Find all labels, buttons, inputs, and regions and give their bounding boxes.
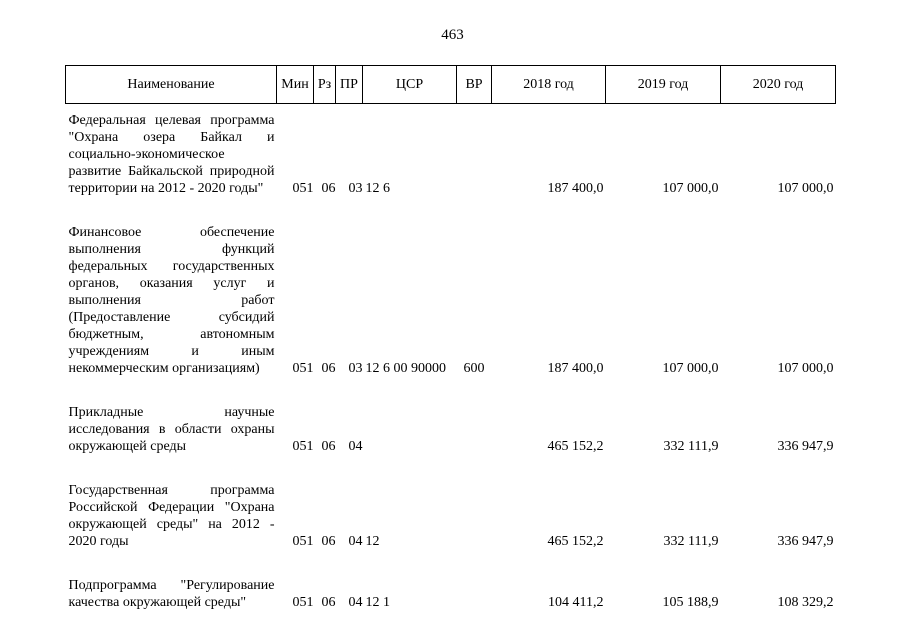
row-min: 051 (292, 534, 314, 549)
row-2018: 104 411,2 (548, 595, 604, 610)
row-2020: 107 000,0 (777, 361, 834, 376)
row-pr: 04 (348, 595, 363, 610)
row-2019: 107 000,0 (662, 361, 719, 376)
header-csr: ЦСР (363, 66, 457, 104)
header-pr: ПР (336, 66, 363, 104)
row-vr (457, 569, 492, 630)
row-vr (457, 104, 492, 217)
row-csr: 12 6 (365, 181, 390, 196)
row-min: 051 (292, 595, 314, 610)
header-2019: 2019 год (606, 66, 721, 104)
row-2020: 108 329,2 (777, 595, 834, 610)
row-2018: 187 400,0 (547, 181, 604, 196)
row-min: 051 (292, 439, 314, 454)
row-rz: 06 (321, 439, 336, 454)
table-row (66, 569, 836, 630)
row-name: Финансовое обеспечение выполнения функций федеральных государственных органов, оказания услуг и выполнения работ (Предоставление субсидий бюджетным, автономным учреждениям и иным некоммерческим организациям) (68, 225, 275, 376)
header-2020: 2020 год (721, 66, 836, 104)
row-2018: 465 152,2 (547, 534, 604, 549)
header-vr: ВР (457, 66, 492, 104)
row-csr: 12 (365, 534, 380, 549)
table-row (66, 104, 836, 217)
row-2020: 336 947,9 (777, 534, 834, 549)
row-rz: 06 (321, 181, 336, 196)
row-csr: 12 1 (365, 595, 390, 610)
row-2020: 107 000,0 (777, 181, 834, 196)
row-name: Государственная программа Российской Федерации "Охрана окружающей среды" на 2012 - 2020 годы (68, 483, 275, 549)
budget-table (65, 65, 836, 630)
row-2019: 107 000,0 (662, 181, 719, 196)
row-vr (457, 396, 492, 474)
row-pr: 03 (348, 361, 363, 376)
header-name: Наименование (66, 66, 277, 104)
row-min: 051 (292, 181, 314, 196)
row-rz: 06 (321, 534, 336, 549)
table-row (66, 474, 836, 569)
row-2019: 332 111,9 (663, 439, 719, 454)
row-2018: 187 400,0 (547, 361, 604, 376)
table-header-row (66, 66, 836, 104)
header-2018: 2018 год (492, 66, 606, 104)
row-pr: 04 (348, 439, 363, 454)
row-pr: 04 (348, 534, 363, 549)
table-row (66, 216, 836, 396)
row-min: 051 (292, 361, 314, 376)
row-vr (457, 474, 492, 569)
row-2020: 336 947,9 (777, 439, 834, 454)
row-pr: 03 (348, 181, 363, 196)
row-csr (363, 396, 457, 474)
row-2019: 105 188,9 (662, 595, 719, 610)
table-row (66, 396, 836, 474)
row-rz: 06 (321, 595, 336, 610)
row-csr: 12 6 00 90000 (365, 361, 446, 376)
header-rz: Рз (314, 66, 336, 104)
row-vr: 600 (463, 361, 485, 376)
row-2019: 332 111,9 (663, 534, 719, 549)
row-name: Федеральная целевая программа "Охрана озера Байкал и социально-экономическое развитие Байкальской природной территории на 2012 - 2020 годы" (68, 113, 275, 196)
row-2018: 465 152,2 (547, 439, 604, 454)
page-number: 463 (441, 27, 464, 43)
row-rz: 06 (321, 361, 336, 376)
header-min: Мин (277, 66, 314, 104)
row-name: Прикладные научные исследования в области охраны окружающей среды (68, 405, 275, 454)
row-name: Подпрограмма "Регулирование качества окружающей среды" (68, 578, 275, 610)
